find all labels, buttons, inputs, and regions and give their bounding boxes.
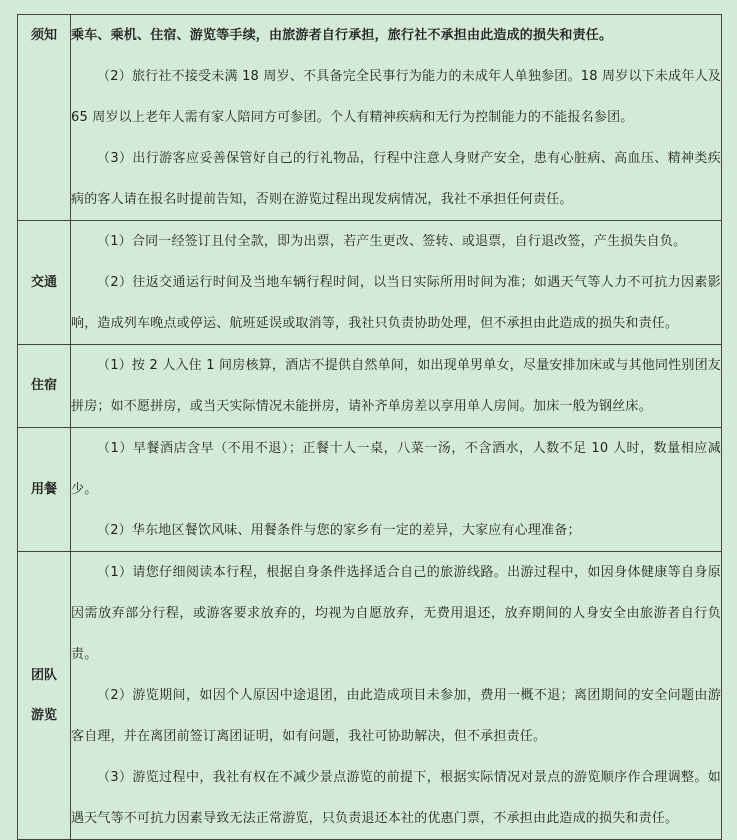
paragraph: （1）合同一经签订且付全款，即为出票，若产生更改、签转、或退票，自行退改签，产生损失自负。 [97,234,687,249]
section-label-line: 团队 [30,667,57,683]
paragraph: （1）早餐酒店含早（不用不退）；正餐十人一桌，八菜一汤，不含酒水，人数不足 10 人时，数量相应减少。 [71,441,721,497]
paragraph: （3）出行游客应妥善保管好自己的行礼物品，行程中注意人身财产安全，患有心脏病、高血压、精神类疾病的客人请在报名时提前告知，否则在游览过程出现发病情况，我社不承担任何责任。 [71,151,721,207]
section-content-group-tour [71,552,722,840]
section-label-line: 须知 [30,28,57,43]
section-content-lodging [71,345,722,428]
paragraph: 乘车、乘机、住宿、游览等手续，由旅游者自行承担，旅行社不承担由此造成的损失和责任。 [71,28,613,43]
section-label-lodging [18,345,71,428]
paragraph: （2）游览期间，如因个人原因中途退团，由此造成项目未参加，费用一概不退；离团期间的安全问题由游客自理，并在离团前签订离团证明，如有问题，我社可协助解决，但不承担责任。 [71,688,721,744]
section-row-notice [18,15,722,221]
paragraph: （2）往返交通运行时间及当地车辆行程时间，以当日实际所用时间为准；如遇天气等人力不可抗力因素影响，造成列车晚点或停运、航班延误或取消等，我社只负责协助处理，但不承担由此造成的损失和责任。 [71,275,721,331]
section-label-line: 住宿 [30,378,57,393]
section-row-group-tour [18,552,722,840]
section-label-line: 交通 [30,274,57,290]
section-content-meals [71,428,722,552]
paragraph: （2）华东地区餐饮风味、用餐条件与您的家乡有一定的差异，大家应有心理准备； [97,523,581,538]
section-row-meals [18,428,722,552]
section-label-notice [18,15,71,221]
section-row-lodging [18,345,722,428]
section-label-transport [18,221,71,345]
travel-notice-table [17,14,722,840]
section-label-meals [18,428,71,552]
section-label-group-tour [18,552,71,840]
section-label-line: 用餐 [30,481,57,497]
paragraph: （2）旅行社不接受未满 18 周岁、不具备完全民事行为能力的未成年人单独参团。18 周岁以下未成年人及 65 周岁以上老年人需有家人陪同方可参团。个人有精神疾病和无行为控制能力的不能报名参团。 [71,69,721,125]
section-content-transport [71,221,722,345]
paragraph: （3）游览过程中，我社有权在不减少景点游览的前提下，根据实际情况对景点的游览顺序作合理调整。如遇天气等不可抗力因素导致无法正常游览，只负责退还本社的优惠门票，不承担由此造成的损失和责任。 [71,770,721,826]
section-content-notice [71,15,722,221]
section-label-line: 游览 [30,707,57,723]
section-row-transport [18,221,722,345]
paragraph: （1）请您仔细阅读本行程，根据自身条件选择适合自己的旅游线路。出游过程中，如因身体健康等自身原因需放弃部分行程，或游客要求放弃的，均视为自愿放弃，无费用退还，放弃期间的人身安全由旅游者自行负责。 [71,565,721,662]
paragraph: （1）按 2 人入住 1 间房核算，酒店不提供自然单间，如出现单男单女，尽量安排加床或与其他同性别团友拼房；如不愿拼房，或当天实际情况未能拼房，请补齐单房差以享用单人房间。加床一般为钢丝床。 [71,358,721,414]
